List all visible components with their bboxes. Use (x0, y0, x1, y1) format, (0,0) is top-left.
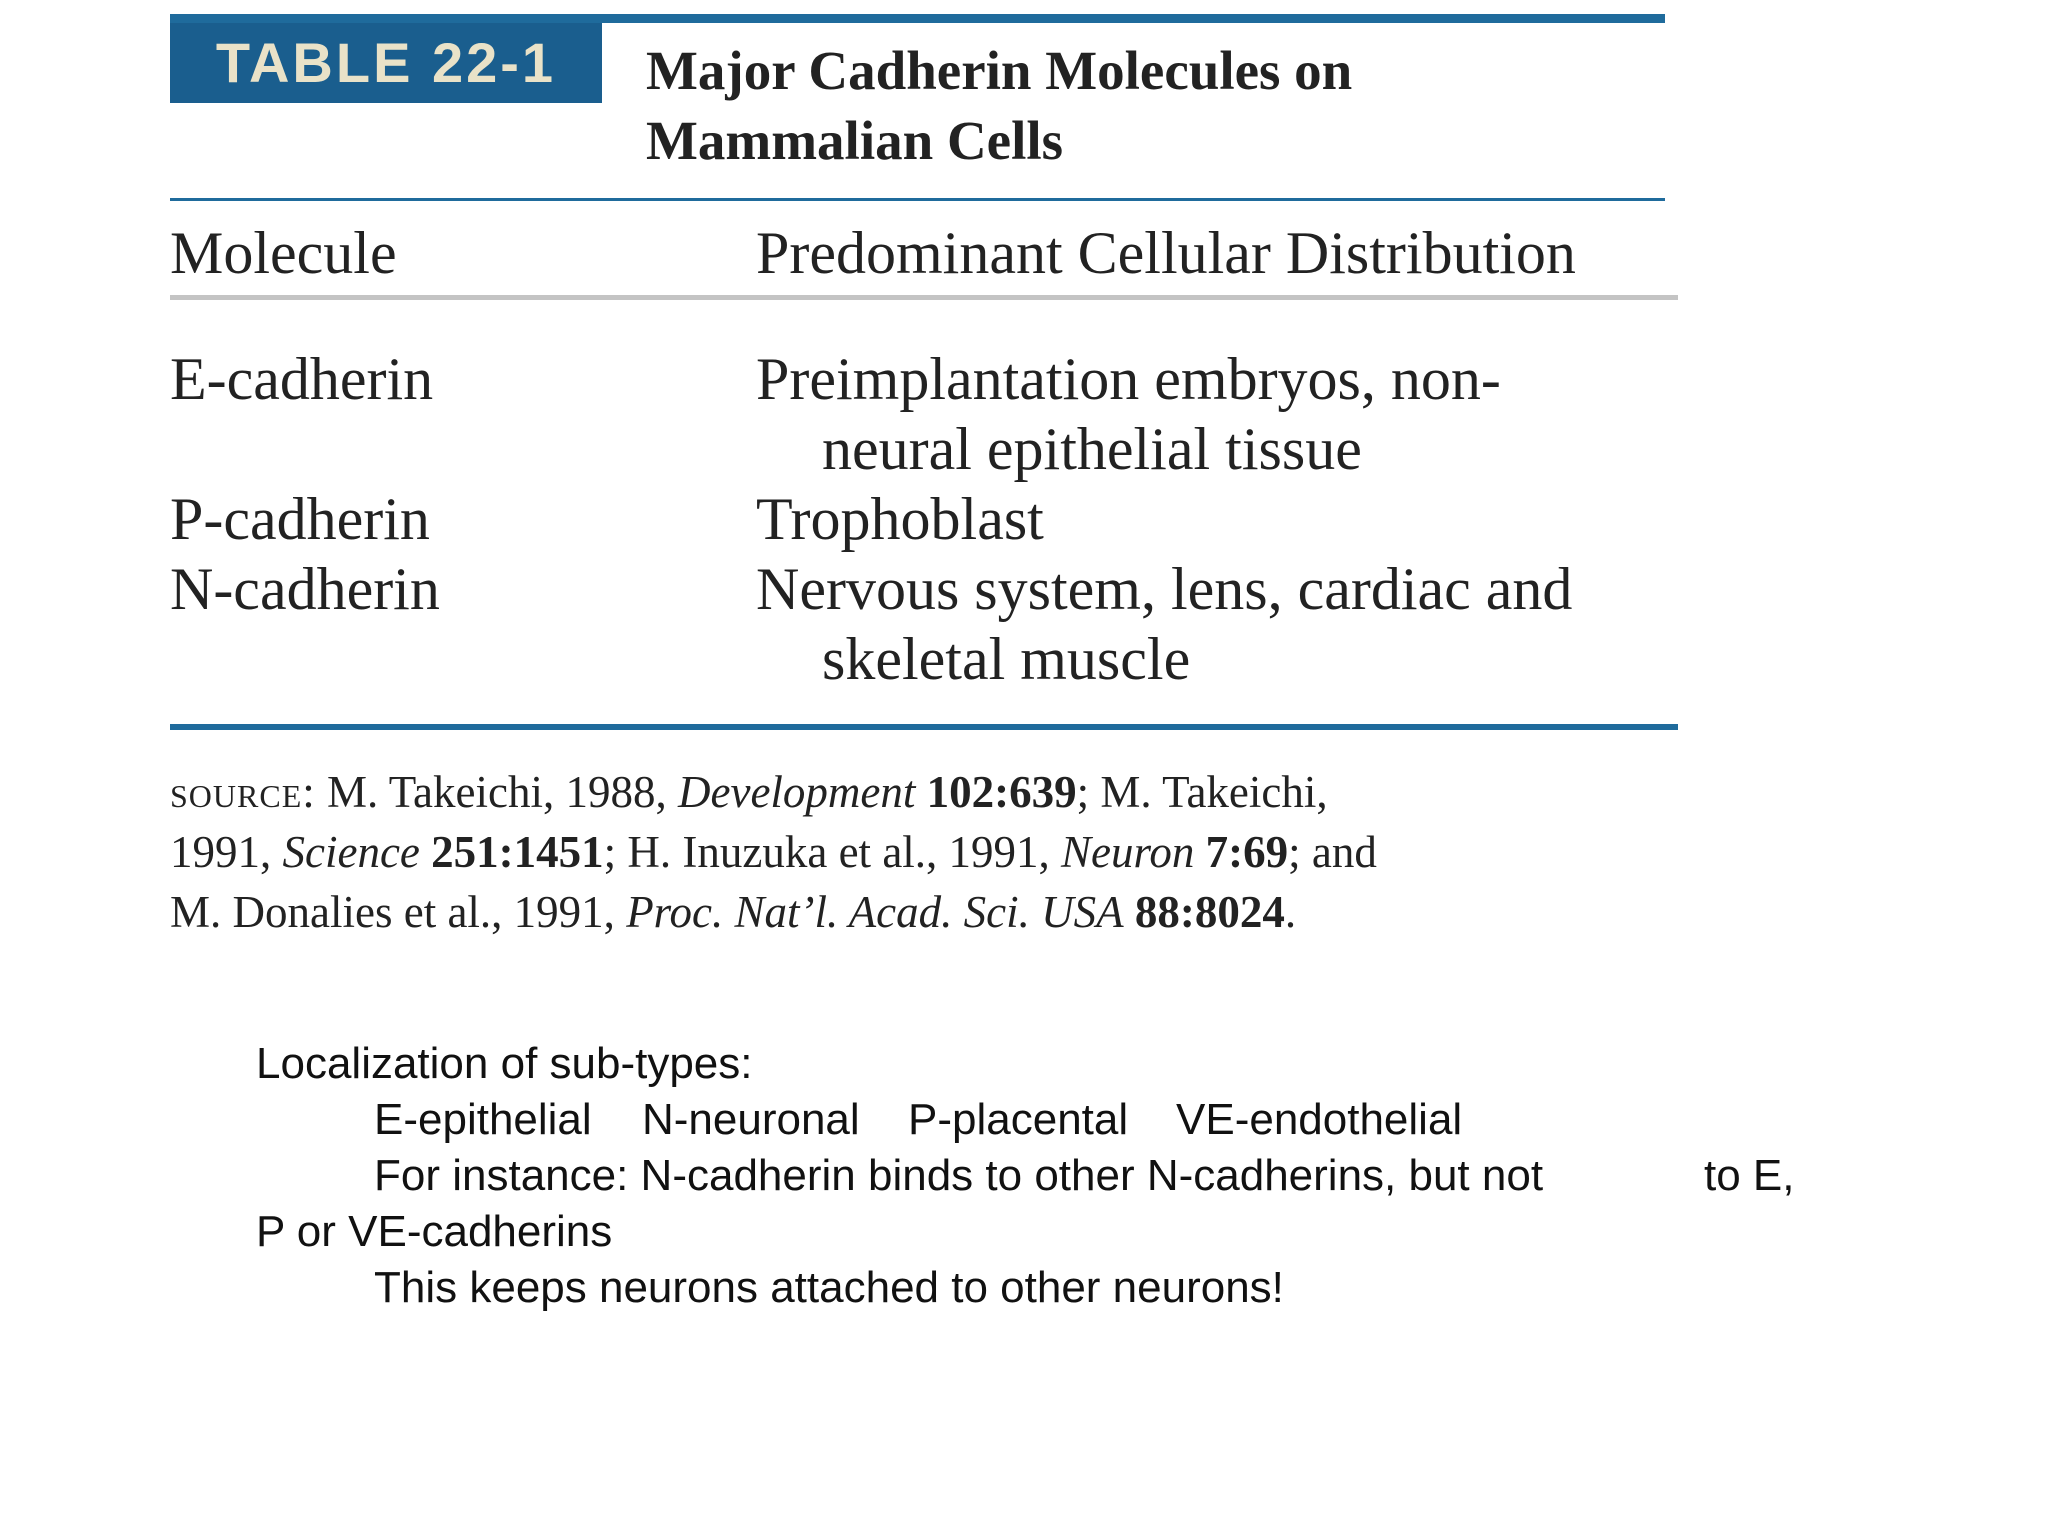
source-line-2 (170, 822, 1730, 882)
table-title-line-2: Mammalian Cells (646, 110, 1064, 171)
source-volume: 88:8024 (1123, 887, 1285, 937)
source-text: . (1284, 887, 1297, 937)
instance-text: For instance: N-cadherin binds to other N-cadherins, but not (374, 1151, 1544, 1200)
table-title-line-1: Major Cadherin Molecules on (646, 40, 1353, 101)
source-volume: 102:639 (915, 767, 1077, 817)
source-text: ; H. Inuzuka et al., 1991, (603, 827, 1062, 877)
instance-text-wrapped: P or VE-cadherins (256, 1207, 613, 1256)
instance-text-continued: to E, (1704, 1151, 1795, 1200)
source-volume: 7:69 (1194, 827, 1289, 877)
row-n-cadherin-molecule: N-cadherin (170, 556, 440, 622)
source-journal: Proc. Nat’l. Acad. Sci. USA (626, 887, 1124, 937)
source-volume: 251:1451 (419, 827, 604, 877)
subtype-p: P-placental (908, 1095, 1129, 1144)
column-header-distribution: Predominant Cellular Distribution (756, 220, 1576, 286)
conclusion-text: This keeps neurons attached to other neurons! (374, 1263, 1284, 1312)
row-p-cadherin-molecule: P-cadherin (170, 486, 430, 552)
row-n-cadherin-distribution (756, 554, 1686, 694)
source-label: source: (170, 767, 316, 817)
title-under-rule (170, 198, 1665, 201)
source-line-3 (170, 882, 1730, 942)
localization-heading: Localization of sub-types: (256, 1039, 753, 1088)
row-p-cadherin-distribution (756, 484, 1656, 554)
source-journal: Science (282, 827, 420, 877)
table-top-rule (170, 14, 1665, 23)
subtype-e: E-epithelial (374, 1095, 592, 1144)
source-text: M. Takeichi, 1988, (315, 767, 678, 817)
distribution-line: Trophoblast (756, 486, 1044, 552)
table-bottom-rule (170, 724, 1678, 730)
source-line-1 (170, 762, 1730, 822)
source-note (170, 762, 1730, 942)
source-journal: Development (678, 767, 916, 817)
source-text: 1991, (170, 827, 283, 877)
subtype-n: N-neuronal (642, 1095, 860, 1144)
source-journal: Neuron (1061, 827, 1195, 877)
source-text: ; and (1288, 827, 1377, 877)
column-header-molecule: Molecule (170, 220, 397, 286)
source-text: ; M. Takeichi, (1076, 767, 1328, 817)
row-e-cadherin-distribution (756, 344, 1656, 484)
header-under-rule (170, 295, 1678, 300)
distribution-line-continued: neural epithelial tissue (822, 416, 1362, 482)
row-e-cadherin-molecule: E-cadherin (170, 346, 434, 412)
table-number-badge: TABLE 22-1 (170, 23, 602, 103)
distribution-line-continued: skeletal muscle (822, 626, 1191, 692)
distribution-line: Nervous system, lens, cardiac and (756, 556, 1573, 622)
subtype-ve: VE-endothelial (1176, 1095, 1463, 1144)
table-title (646, 36, 1546, 176)
distribution-line: Preimplantation embryos, non- (756, 346, 1501, 412)
source-text: M. Donalies et al., 1991, (170, 887, 627, 937)
